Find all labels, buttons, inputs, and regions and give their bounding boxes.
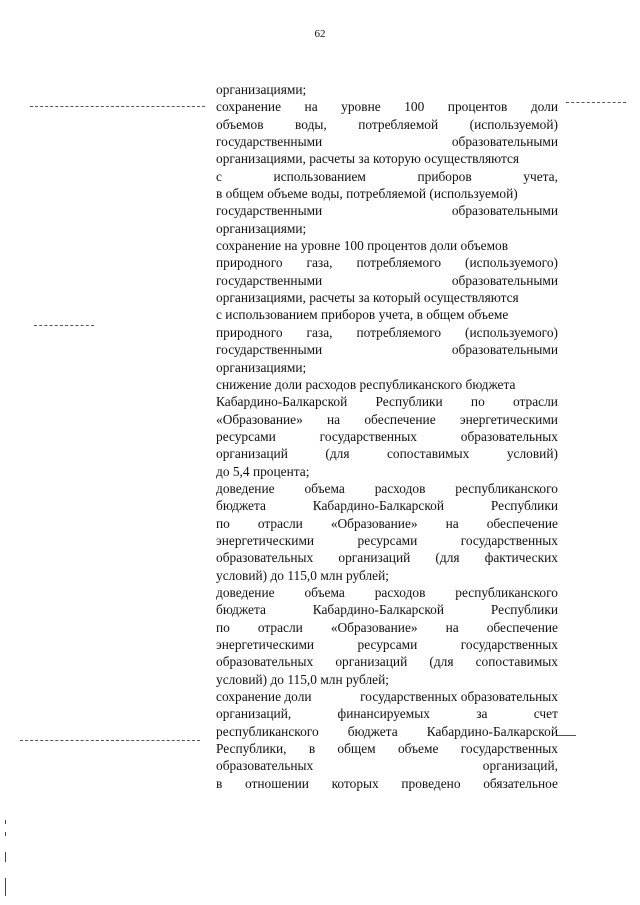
text-line [216,567,558,584]
text-word: республиканского [455,480,558,496]
text-word: доведение [216,480,275,496]
text-line [216,532,558,549]
text-word: финансируемых [337,706,430,722]
text-word: энергетическими [216,637,315,652]
text-word: образовательными [451,342,558,358]
text-word: процентов [447,99,508,115]
text-word: Кабардино-Балкарской [312,602,445,618]
text-word: доли [530,99,558,115]
text-word: (используемого) [465,255,558,271]
text-word: по [216,619,230,635]
text-word: объеме [397,741,439,757]
text-line [216,289,558,306]
text-word: образовательными [451,203,558,219]
text-line [216,411,558,428]
text-word: государственными [216,134,323,150]
text-word: государственных [460,741,558,757]
text-line [216,341,558,358]
text-word: (для [325,446,350,462]
text-word: организациями; [216,220,307,236]
text-word: 100 [404,99,425,115]
text-word: объема [304,584,345,600]
text-line [216,133,558,150]
text-line [216,359,558,376]
text-word: природного [216,324,283,340]
text-word: по [470,394,485,410]
text-word: приборов [417,168,472,184]
text-line [216,653,558,670]
text-line [216,237,558,254]
page-number: 62 [314,28,326,40]
text-line [216,775,558,792]
text-word: ресурсами [357,637,418,652]
text-line [216,688,558,705]
text-word: ресурсами [357,532,418,548]
text-word: в [308,741,316,757]
text-word: сохранение доли [216,689,312,705]
text-word: на [327,411,341,427]
text-line [216,220,558,237]
text-word: бюджета [347,723,398,739]
text-word: образовательных [216,550,314,566]
text-word: образовательных [216,758,314,774]
text-word: организациями, расчеты за которую осуществляются [216,151,520,167]
text-word: газа, [306,255,333,271]
text-word: обязательное [483,775,558,791]
text-line [216,393,558,410]
text-line [216,671,558,688]
margin-mark [5,852,6,862]
scan-rule-top-right [566,102,626,103]
text-word: в [216,775,223,791]
text-word: за [476,706,488,722]
text-line [216,740,558,757]
text-word: потребляемого [356,324,442,340]
text-line [216,601,558,618]
text-line [216,636,558,653]
text-word: (для [429,654,454,670]
text-word: образовательных [460,428,558,444]
text-word: с [216,168,222,184]
text-line [216,515,558,532]
text-word: объемов [216,116,264,132]
text-word: обеспечение [486,619,558,635]
text-line [216,705,558,722]
text-word: государственных [319,428,417,444]
text-word: общем [337,741,376,757]
text-word: фактических [484,550,558,566]
text-word: (используемой) [469,116,558,132]
text-word: организаций [216,446,288,462]
text-word: с использованием приборов учета, в общем объеме [216,307,509,323]
text-line [216,202,558,219]
text-line [216,272,558,289]
text-word: потребляемой [358,116,439,132]
text-line [216,723,558,740]
text-word: газа, [306,324,333,340]
text-line [216,480,558,497]
text-word: государственных [460,637,558,652]
text-word: сохранение на уровне 100 процентов доли объемов [216,238,509,254]
text-word: расходов [374,480,426,496]
text-word: до 5,4 процента; [216,463,310,479]
text-word: государственных образовательных [360,689,558,705]
text-line [216,757,558,774]
text-word: «Образование» [330,515,418,531]
text-word: которых [331,775,379,791]
text-word: организациями; [216,359,307,375]
text-word: в общем объеме воды, потребляемой (используемой) [216,186,518,202]
text-word: на [304,99,318,115]
text-line [216,445,558,462]
text-line [216,497,558,514]
text-word: природного [216,255,283,271]
text-word: ресурсами [216,428,276,444]
margin-mark [5,820,6,824]
text-word: бюджета [216,602,266,618]
text-word: использованием [273,168,366,184]
text-word: республиканского [216,723,319,739]
text-line [216,116,558,133]
text-word: объема [304,480,345,496]
text-word: государственными [216,272,323,288]
text-line [216,98,558,115]
text-word: отрасли [257,515,303,531]
scan-rule-top-left [30,106,205,107]
text-line [216,463,558,480]
text-word: государственными [216,342,323,358]
text-word: бюджета [216,498,266,514]
text-word: условий) до 115,0 млн рублей; [216,671,390,687]
text-word: обеспечение [486,515,558,531]
text-word: потребляемого [356,255,442,271]
text-word: энергетическими [459,411,558,427]
text-word: образовательными [451,134,558,150]
text-word: по [216,515,230,531]
text-word: организаций [335,654,408,670]
text-line [216,185,558,202]
text-word: воды, [295,116,327,132]
margin-mark [5,832,6,836]
text-word: снижение доли расходов республиканского бюджета [216,376,516,392]
text-word: государственных [460,532,558,548]
text-word: Республики [490,498,558,514]
text-word: расходов [374,584,426,600]
text-line [216,81,558,98]
text-line [216,428,558,445]
text-word: образовательными [451,272,558,288]
text-word: отрасли [513,394,558,410]
text-word: Кабардино-Балкарской [426,723,558,739]
text-word: организациями; [216,82,307,97]
text-line [216,619,558,636]
text-line [216,254,558,271]
text-word: на [445,619,459,635]
text-line [216,584,558,601]
text-word: условий) до 115,0 млн рублей; [216,567,390,583]
text-word: счет [533,706,558,722]
text-word: обеспечение [364,411,436,427]
text-word: Республики [490,602,558,618]
text-word: Республики, [216,741,287,757]
text-word: сопоставимых [475,654,558,670]
text-line [216,324,558,341]
text-line [216,168,558,185]
text-word: государственными [216,203,323,219]
text-word: доведение [216,584,275,600]
text-word: отношении [244,775,309,791]
text-word: организаций, [482,758,558,774]
text-word: организациями, расчеты за который осуществляются [216,290,519,306]
text-word: сопоставимых [386,446,470,462]
margin-mark [5,878,6,896]
text-line [216,306,558,323]
text-word: условий) [506,446,558,462]
scan-rule-lower-right [556,735,576,736]
text-line [216,376,558,393]
text-word: сохранение [216,99,282,115]
text-word: организаций, [216,706,292,722]
text-line [216,549,558,566]
text-word: Республики [375,394,443,410]
text-word: образовательных [216,654,314,670]
text-word: Кабардино-Балкарской [216,394,348,410]
text-word: республиканского [455,584,558,600]
text-word: уровне [341,99,381,115]
document-body [216,81,558,792]
text-word: (используемого) [465,324,558,340]
text-word: (для [435,550,460,566]
scan-rule-lower-left [20,740,200,741]
text-word: проведено [401,775,461,791]
text-word: организаций [338,550,411,566]
text-word: энергетическими [216,532,315,548]
scan-rule-mid-left [34,325,94,326]
text-word: «Образование» [216,411,303,427]
text-line [216,150,558,167]
text-word: учета, [523,168,558,184]
text-word: отрасли [257,619,303,635]
text-word: «Образование» [330,619,418,635]
text-word: на [445,515,459,531]
text-word: Кабардино-Балкарской [312,498,445,514]
